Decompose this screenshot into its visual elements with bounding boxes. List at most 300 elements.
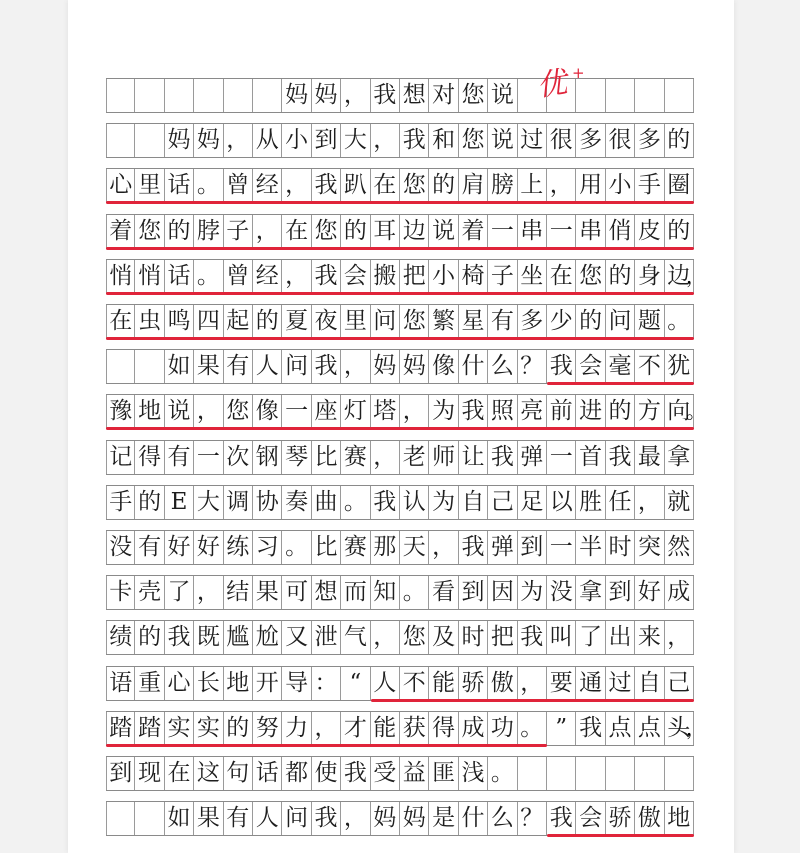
grid-cell: 老 xyxy=(400,441,429,474)
grid-cell: 着 xyxy=(106,215,135,248)
grid-cell: 要 xyxy=(547,667,576,700)
grid-cell: ， xyxy=(341,802,370,835)
grid-cell: 叫 xyxy=(547,621,576,654)
grid-cell: 会 xyxy=(576,350,605,383)
grid-cell xyxy=(224,79,253,112)
grid-cell: 繁 xyxy=(429,305,458,338)
grid-cell: 一 xyxy=(547,531,576,564)
grid-cell: 一 xyxy=(488,215,517,248)
grade-mark: 优 xyxy=(534,65,570,104)
text-row xyxy=(106,168,694,203)
grid-cell: 任 xyxy=(606,486,635,519)
grid-cell: 在 xyxy=(106,305,135,338)
grid-cell: 有 xyxy=(488,305,517,338)
grid-cell: 习 xyxy=(253,531,282,564)
grid-cell xyxy=(606,757,635,790)
title-row xyxy=(106,78,694,113)
grid-cell: 肩 xyxy=(459,169,488,202)
grid-cell xyxy=(518,757,547,790)
grid-cell: 成 xyxy=(459,712,488,745)
grid-cell: 的 xyxy=(341,215,370,248)
grid-cell: ， xyxy=(341,350,370,383)
grid-cell: 突 xyxy=(635,531,664,564)
grid-cell xyxy=(165,79,194,112)
grid-cell: 想 xyxy=(400,79,429,112)
grid-cell: 协 xyxy=(253,486,282,519)
grid-cell: 从 xyxy=(253,124,282,157)
grid-cell: 的 xyxy=(429,169,458,202)
grid-cell xyxy=(665,79,694,112)
grid-cell: 傲 xyxy=(488,667,517,700)
grid-cell: 不 xyxy=(400,667,429,700)
grid-cell: 我 xyxy=(488,441,517,474)
grid-cell: “ xyxy=(341,667,370,700)
grid-cell: 尴 xyxy=(224,621,253,654)
grid-cell: 受 xyxy=(371,757,400,790)
grid-cell: ” xyxy=(547,712,576,745)
grid-cell: ， xyxy=(635,486,664,519)
grid-cell: ， xyxy=(282,260,311,293)
grid-cell: 夜 xyxy=(312,305,341,338)
grid-cell: E xyxy=(165,486,194,519)
grid-cell: ， xyxy=(518,667,547,700)
grid-cell: 我 xyxy=(371,486,400,519)
grid-cell: 能 xyxy=(371,712,400,745)
grid-cell: 像 xyxy=(429,350,458,383)
grid-cell: 半 xyxy=(576,531,605,564)
grid-cell: 实 xyxy=(165,712,194,745)
grid-cell: 到 xyxy=(518,531,547,564)
grid-cell: 问 xyxy=(282,802,311,835)
grid-cell: 我 xyxy=(312,802,341,835)
grid-cell: 可 xyxy=(282,576,311,609)
grid-cell xyxy=(106,79,135,112)
grid-cell: 点 xyxy=(635,712,664,745)
grid-cell: 自 xyxy=(635,667,664,700)
grid-cell: 地 xyxy=(665,802,694,835)
grid-cell: 最 xyxy=(635,441,664,474)
grid-cell: 对 xyxy=(429,79,458,112)
grid-cell: 能 xyxy=(429,667,458,700)
grid-cell: 点 xyxy=(606,712,635,745)
grid-cell: 过 xyxy=(606,667,635,700)
grid-cell: 我 xyxy=(518,621,547,654)
grid-cell: ， xyxy=(253,215,282,248)
grid-cell: 让 xyxy=(459,441,488,474)
grid-cell: 有 xyxy=(165,441,194,474)
grid-cell: 起 xyxy=(224,305,253,338)
grid-cell: 皮 xyxy=(635,215,664,248)
grid-cell: 小 xyxy=(282,124,311,157)
grid-cell: 努 xyxy=(253,712,282,745)
grid-cell: 赛 xyxy=(341,441,370,474)
grid-cell: 使 xyxy=(312,757,341,790)
grid-cell xyxy=(547,757,576,790)
grid-cell: 是 xyxy=(429,802,458,835)
grid-cell: 奏 xyxy=(282,486,311,519)
text-row xyxy=(106,620,694,655)
grid-cell xyxy=(606,79,635,112)
grid-cell: 为 xyxy=(518,576,547,609)
grid-cell: 心 xyxy=(165,667,194,700)
grid-cell: 用 xyxy=(576,169,605,202)
grid-cell: 俏 xyxy=(606,215,635,248)
grid-cell: 问 xyxy=(606,305,635,338)
text-row xyxy=(106,214,694,249)
grid-cell: 像 xyxy=(253,395,282,428)
grid-cell: 来 xyxy=(635,621,664,654)
grid-cell: 我 xyxy=(312,260,341,293)
grid-cell: 亮 xyxy=(518,395,547,428)
grid-cell: 经 xyxy=(253,169,282,202)
grid-cell: 好 xyxy=(635,576,664,609)
grid-cell: 少 xyxy=(547,305,576,338)
grid-cell: 我 xyxy=(606,441,635,474)
grid-cell: 。 xyxy=(518,712,547,745)
grid-cell: 进 xyxy=(576,395,605,428)
grid-cell: 曾 xyxy=(224,260,253,293)
grid-cell: 很 xyxy=(606,124,635,157)
grid-cell: 很 xyxy=(547,124,576,157)
grid-cell: 重 xyxy=(135,667,164,700)
grid-cell: 把 xyxy=(488,621,517,654)
grid-cell xyxy=(194,79,223,112)
grid-cell: 的 xyxy=(165,215,194,248)
grid-cell: 说 xyxy=(488,124,517,157)
grid-cell: 星 xyxy=(459,305,488,338)
text-row xyxy=(106,575,694,610)
grid-cell: 里 xyxy=(135,169,164,202)
grid-cell: 没 xyxy=(547,576,576,609)
grid-cell: 妈 xyxy=(371,350,400,383)
grid-cell: ， xyxy=(341,79,370,112)
grid-cell: 问 xyxy=(371,305,400,338)
grid-cell: 里 xyxy=(341,305,370,338)
grid-cell: 上 xyxy=(518,169,547,202)
grid-cell: 您 xyxy=(224,395,253,428)
grid-cell: 灯 xyxy=(341,395,370,428)
grid-cell: 因 xyxy=(488,576,517,609)
grid-cell: 曲 xyxy=(312,486,341,519)
grid-cell: 到 xyxy=(106,757,135,790)
grid-cell: 足 xyxy=(518,486,547,519)
grid-cell: 您 xyxy=(135,215,164,248)
grid-cell: 方 xyxy=(635,395,664,428)
grid-cell: 您 xyxy=(459,124,488,157)
grid-cell: 一 xyxy=(547,441,576,474)
grid-cell: 鸣 xyxy=(165,305,194,338)
grid-cell: 次 xyxy=(224,441,253,474)
grid-cell: 脖 xyxy=(194,215,223,248)
grid-cell: 会 xyxy=(341,260,370,293)
grid-cell: 妈 xyxy=(400,802,429,835)
grid-cell: 以 xyxy=(547,486,576,519)
grid-cell: 弹 xyxy=(518,441,547,474)
grid-cell: ， xyxy=(371,441,400,474)
grid-cell: 果 xyxy=(194,802,223,835)
grid-cell: 弹 xyxy=(488,531,517,564)
grid-cell: 如 xyxy=(165,350,194,383)
grid-cell: 然 xyxy=(665,531,694,564)
grid-cell: ， xyxy=(194,395,223,428)
grid-cell: 得 xyxy=(135,441,164,474)
grid-cell: 在 xyxy=(371,169,400,202)
text-row xyxy=(106,123,694,158)
grid-cell: 地 xyxy=(135,395,164,428)
composition-grid xyxy=(106,78,706,853)
grid-cell: 。 xyxy=(282,531,311,564)
grid-cell: 话 xyxy=(253,757,282,790)
grid-cell: 话 xyxy=(165,169,194,202)
grid-cell: 获 xyxy=(400,712,429,745)
grid-cell: 犹 xyxy=(665,350,694,383)
text-row xyxy=(106,259,706,294)
grid-cell: 心 xyxy=(106,169,135,202)
grid-cell: ： xyxy=(312,667,341,700)
grid-cell: 开 xyxy=(253,667,282,700)
grid-cell: 人 xyxy=(371,667,400,700)
grid-cell: 才 xyxy=(341,712,370,745)
grid-cell: 膀 xyxy=(488,169,517,202)
grid-cell: 会 xyxy=(576,802,605,835)
grid-cell: 妈 xyxy=(194,124,223,157)
grid-cell: 了 xyxy=(576,621,605,654)
grid-cell: 己 xyxy=(488,486,517,519)
grid-cell: 果 xyxy=(253,576,282,609)
grid-cell: 我 xyxy=(312,169,341,202)
grid-cell: 和 xyxy=(429,124,458,157)
grid-cell: 绩 xyxy=(106,621,135,654)
grid-cell: 话 xyxy=(165,260,194,293)
grid-cell: 问 xyxy=(282,350,311,383)
grid-cell: 串 xyxy=(518,215,547,248)
grid-cell: 曾 xyxy=(224,169,253,202)
grid-cell: 。 xyxy=(341,486,370,519)
grid-cell: 知 xyxy=(371,576,400,609)
grid-cell: 边 xyxy=(665,260,694,293)
grid-cell: ？ xyxy=(518,802,547,835)
grid-cell: 边 xyxy=(400,215,429,248)
grid-cell: 的 xyxy=(135,486,164,519)
grid-cell: 妈 xyxy=(165,124,194,157)
grid-cell: 地 xyxy=(224,667,253,700)
grid-cell: 悄 xyxy=(135,260,164,293)
grid-cell: 的 xyxy=(224,712,253,745)
grid-cell: 您 xyxy=(400,169,429,202)
grid-cell: 悄 xyxy=(106,260,135,293)
grid-cell: 出 xyxy=(606,621,635,654)
grid-cell: 我 xyxy=(165,621,194,654)
grid-cell: 您 xyxy=(459,79,488,112)
text-row xyxy=(106,666,694,701)
text-row xyxy=(106,440,694,475)
grid-cell: 。 xyxy=(665,305,694,338)
grid-cell: 小 xyxy=(429,260,458,293)
grid-cell: 而 xyxy=(341,576,370,609)
grid-cell: ， xyxy=(194,576,223,609)
grid-cell: 好 xyxy=(194,531,223,564)
grid-cell: 好 xyxy=(165,531,194,564)
grid-cell: 如 xyxy=(165,802,194,835)
grid-cell: 练 xyxy=(224,531,253,564)
grid-cell: 的 xyxy=(576,305,605,338)
grid-cell: 语 xyxy=(106,667,135,700)
grid-cell: ， xyxy=(665,621,694,654)
grid-cell: 豫 xyxy=(106,395,135,428)
grid-cell: 人 xyxy=(253,802,282,835)
overflow-punctuation: 。 xyxy=(686,399,706,424)
text-row xyxy=(106,711,706,746)
grid-cell xyxy=(635,79,664,112)
grid-cell: 座 xyxy=(312,395,341,428)
grid-cell: 踏 xyxy=(106,712,135,745)
grid-cell: 夏 xyxy=(282,305,311,338)
grid-cell: 看 xyxy=(429,576,458,609)
grid-cell: 您 xyxy=(400,621,429,654)
grid-cell: 匪 xyxy=(429,757,458,790)
grid-cell: 手 xyxy=(106,486,135,519)
grid-cell: 向 xyxy=(665,395,694,428)
overflow-punctuation: ， xyxy=(686,715,706,740)
grid-cell: 。 xyxy=(194,169,223,202)
grid-cell: 泄 xyxy=(312,621,341,654)
grid-cell: 么 xyxy=(488,350,517,383)
grid-cell: 多 xyxy=(635,124,664,157)
grid-cell xyxy=(106,350,135,383)
grid-cell: 虫 xyxy=(135,305,164,338)
grid-cell xyxy=(106,124,135,157)
grid-cell: ， xyxy=(371,124,400,157)
grid-cell: 到 xyxy=(459,576,488,609)
grid-cell: 益 xyxy=(400,757,429,790)
grid-cell: 的 xyxy=(665,124,694,157)
grid-cell: 妈 xyxy=(371,802,400,835)
grid-cell: 搬 xyxy=(371,260,400,293)
grid-cell: 有 xyxy=(224,802,253,835)
grid-cell: 我 xyxy=(576,712,605,745)
grid-cell: 大 xyxy=(194,486,223,519)
grid-cell: 比 xyxy=(312,441,341,474)
grid-cell: ， xyxy=(371,621,400,654)
grid-cell: 椅 xyxy=(459,260,488,293)
grid-cell: 现 xyxy=(135,757,164,790)
grid-cell: 比 xyxy=(312,531,341,564)
grid-cell xyxy=(576,79,605,112)
overflow-punctuation: ， xyxy=(686,263,706,288)
grid-cell: 照 xyxy=(488,395,517,428)
grid-cell: 人 xyxy=(253,350,282,383)
grid-cell: 有 xyxy=(224,350,253,383)
grid-cell xyxy=(635,757,664,790)
grid-cell: 胜 xyxy=(576,486,605,519)
text-row xyxy=(106,485,694,520)
grid-cell: 气 xyxy=(341,621,370,654)
text-row xyxy=(106,756,694,791)
grid-cell: 傲 xyxy=(635,802,664,835)
grid-cell: 及 xyxy=(429,621,458,654)
text-row xyxy=(106,349,694,384)
grid-cell: 导 xyxy=(282,667,311,700)
text-row xyxy=(106,394,706,429)
grid-cell: 您 xyxy=(576,260,605,293)
grid-cell: 一 xyxy=(282,395,311,428)
grid-cell: 那 xyxy=(371,531,400,564)
grid-cell: 什 xyxy=(459,802,488,835)
grid-cell: 我 xyxy=(400,124,429,157)
text-row xyxy=(106,801,694,836)
grid-cell: 实 xyxy=(194,712,223,745)
grid-cell: 力 xyxy=(282,712,311,745)
grid-cell: 功 xyxy=(488,712,517,745)
grid-cell: 为 xyxy=(429,395,458,428)
grid-cell: 卡 xyxy=(106,576,135,609)
grid-cell: 的 xyxy=(606,395,635,428)
text-row xyxy=(106,530,694,565)
grid-cell: 壳 xyxy=(135,576,164,609)
grid-cell: 说 xyxy=(165,395,194,428)
grid-cell: 结 xyxy=(224,576,253,609)
grid-cell: 果 xyxy=(194,350,223,383)
grid-cell: 琴 xyxy=(282,441,311,474)
grid-cell xyxy=(576,757,605,790)
grid-cell: 我 xyxy=(547,802,576,835)
grid-cell xyxy=(106,802,135,835)
grid-cell: 妈 xyxy=(312,79,341,112)
grid-cell xyxy=(135,802,164,835)
grid-cell: 一 xyxy=(194,441,223,474)
grid-cell: 多 xyxy=(518,305,547,338)
grid-cell: 前 xyxy=(547,395,576,428)
grid-cell: 有 xyxy=(135,531,164,564)
grid-cell: 我 xyxy=(312,350,341,383)
grid-cell: 天 xyxy=(400,531,429,564)
grid-cell: 妈 xyxy=(282,79,311,112)
grid-cell: 调 xyxy=(224,486,253,519)
grid-cell xyxy=(135,79,164,112)
grid-cell: 说 xyxy=(488,79,517,112)
grid-cell: 骄 xyxy=(459,667,488,700)
grid-cell: ， xyxy=(400,395,429,428)
grid-cell: 。 xyxy=(400,576,429,609)
grid-cell: ， xyxy=(547,169,576,202)
text-row xyxy=(106,304,694,339)
grid-cell: 没 xyxy=(106,531,135,564)
grid-cell: 不 xyxy=(635,350,664,383)
grid-cell: 说 xyxy=(429,215,458,248)
grid-cell: 己 xyxy=(665,667,694,700)
grid-cell: 塔 xyxy=(371,395,400,428)
grid-cell: 我 xyxy=(341,757,370,790)
grid-cell: 浅 xyxy=(459,757,488,790)
grid-cell: 头 xyxy=(665,712,694,745)
grid-cell: 认 xyxy=(400,486,429,519)
grid-cell xyxy=(253,79,282,112)
grid-cell: 的 xyxy=(253,305,282,338)
grid-cell: 多 xyxy=(576,124,605,157)
grid-cell: 就 xyxy=(665,486,694,519)
grid-cell: 拿 xyxy=(576,576,605,609)
grid-cell: 我 xyxy=(371,79,400,112)
grid-cell: 您 xyxy=(400,305,429,338)
grid-cell: 。 xyxy=(488,757,517,790)
grid-cell xyxy=(665,757,694,790)
grid-cell: 记 xyxy=(106,441,135,474)
grid-cell: 圈 xyxy=(665,169,694,202)
grid-cell: 既 xyxy=(194,621,223,654)
grid-cell: 了 xyxy=(165,576,194,609)
grid-cell: 到 xyxy=(606,576,635,609)
grid-cell: 师 xyxy=(429,441,458,474)
